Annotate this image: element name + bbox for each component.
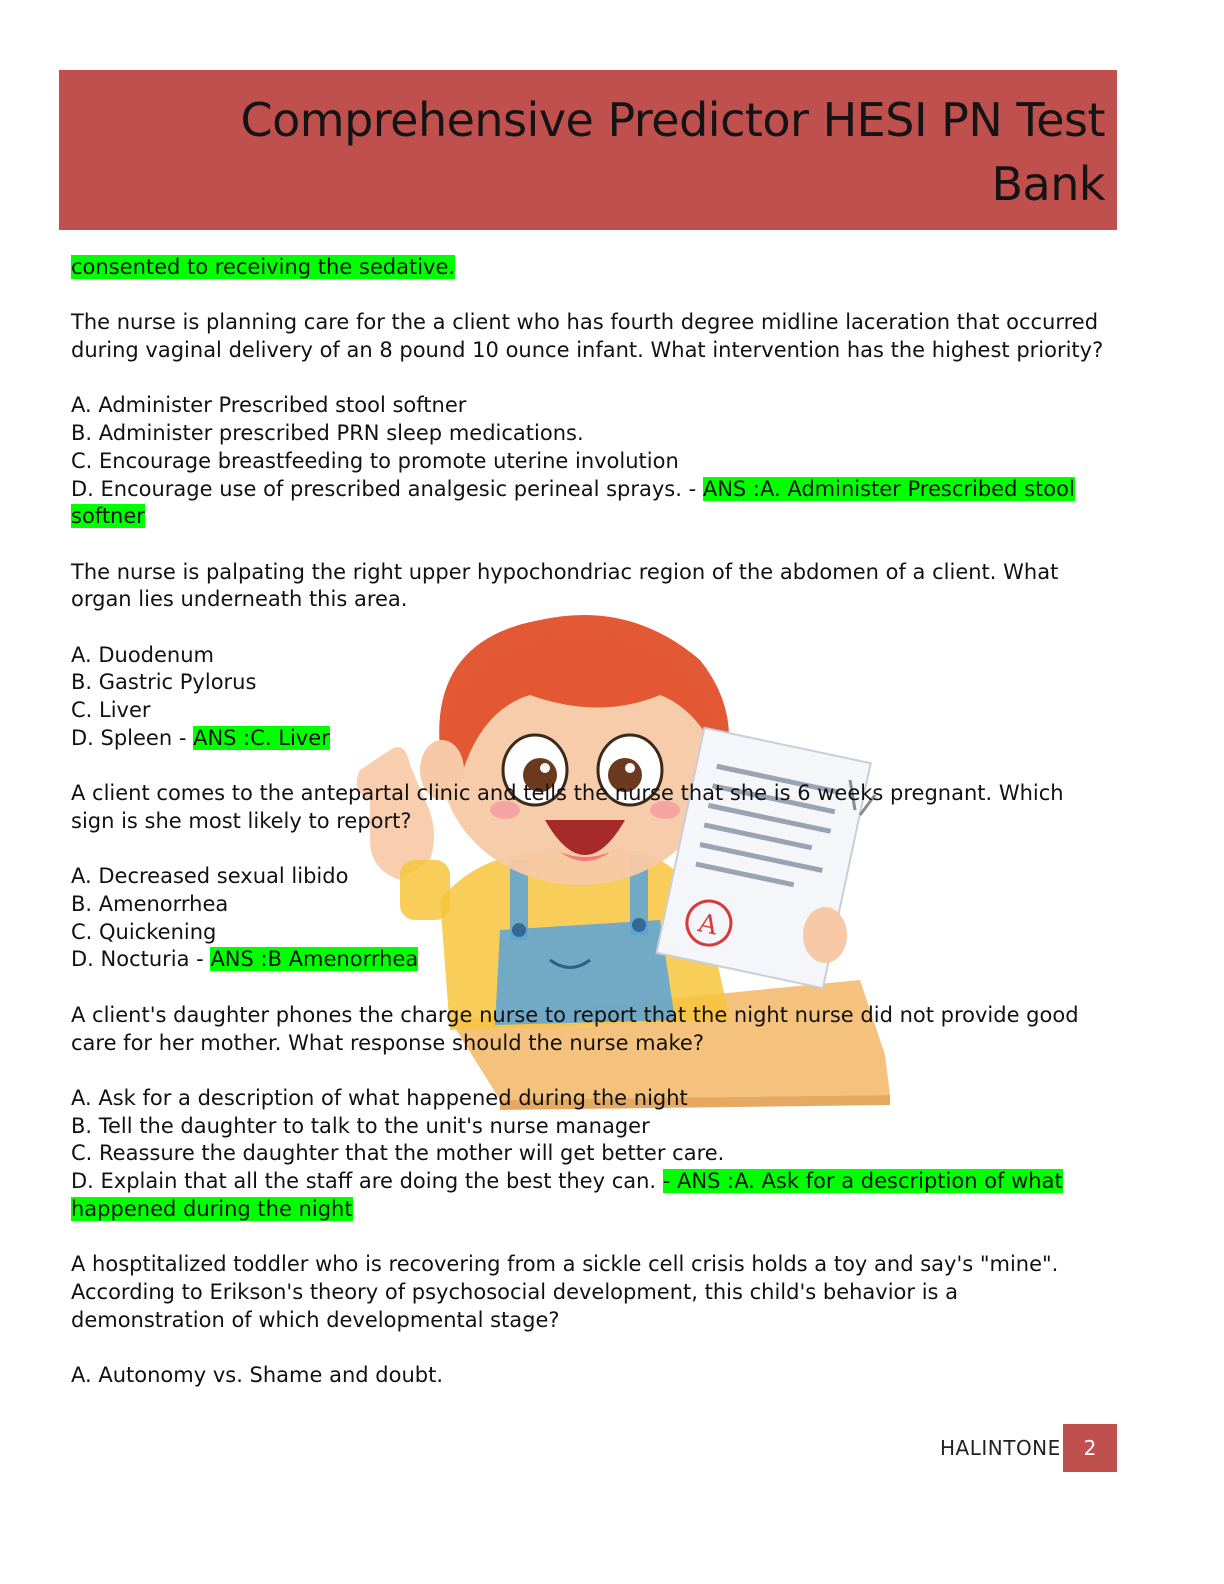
option-b: B. Tell the daughter to talk to the unit's nurse manager [71,1113,650,1138]
question-block [71,780,1111,974]
answer-highlight: ANS :C. Liver [193,725,330,750]
question-stem: A hosptitalized toddler who is recovering from a sickle cell crisis holds a toy and say's "mine". According to Erikson's theory of psychosocial development, this child's behavior is a demonstration of which developmental stage? [71,1252,1059,1332]
option-d: D. Explain that all the staff are doing the best they can. [71,1169,663,1194]
option-c: C. Reassure the daughter that the mother will get better care. [71,1141,725,1166]
document-body [71,254,1111,1417]
option-a: A. Duodenum [71,642,215,667]
option-d: D. Spleen - [71,725,194,750]
question-block [71,1002,1111,1224]
question-block [71,559,1111,753]
footer-label: HALINTONE [940,1436,1061,1460]
option-a: A. Decreased sexual libido [71,864,349,889]
question-block [71,1251,1111,1390]
answer-highlight: ANS :B Amenorrhea [210,947,419,972]
question-stem: A client's daughter phones the charge nurse to report that the night nurse did not provide good care for her mother. What response should the nurse make? [71,1002,1079,1055]
question-options [71,642,1111,753]
option-c: C. Quickening [71,919,217,944]
question-options [71,1085,1111,1224]
option-a: A. Autonomy vs. Shame and doubt. [71,1362,444,1387]
option-d: D. Encourage use of prescribed analgesic perineal sprays. - [71,476,703,501]
intro-fragment [71,254,1111,282]
option-a: A. Ask for a description of what happened during the night [71,1085,688,1110]
page-title: Comprehensive Predictor HESI PN Test Bank [240,93,1105,211]
option-d: D. Nocturia - [71,947,211,972]
question-stem: The nurse is palpating the right upper hypochondriac region of the abdomen of a client. What organ lies underneath this area. [71,559,1059,612]
option-c: C. Encourage breastfeeding to promote uterine involution [71,448,679,473]
option-b: B. Administer prescribed PRN sleep medications. [71,421,584,446]
grade-mark: A [695,908,721,942]
option-a: A. Administer Prescribed stool softner [71,393,467,418]
option-c: C. Liver [71,698,151,723]
question-options [71,863,1111,974]
question-options [71,392,1111,531]
option-b: B. Gastric Pylorus [71,670,257,695]
question-stem: The nurse is planning care for the a client who has fourth degree midline laceration that occurred during vaginal delivery of an 8 pound 10 ounce infant. What intervention has the highest priority? [71,310,1104,363]
question-stem: A client comes to the antepartal clinic and tells the nurse that she is 6 weeks pregnant. Which sign is she most likely to report? [71,781,1064,833]
highlighted-answer: consented to receiving the sedative. [71,255,456,279]
question-block [71,309,1111,531]
answer-highlight: ANS :A. Administer Prescribed stool softner [71,476,1075,529]
option-b: B. Amenorrhea [71,892,229,917]
header-banner [59,70,1117,230]
page-number: 2 [1063,1424,1117,1472]
answer-highlight: - ANS :A. Ask for a description of what happened during the night [71,1169,1063,1221]
question-options [71,1362,1111,1390]
